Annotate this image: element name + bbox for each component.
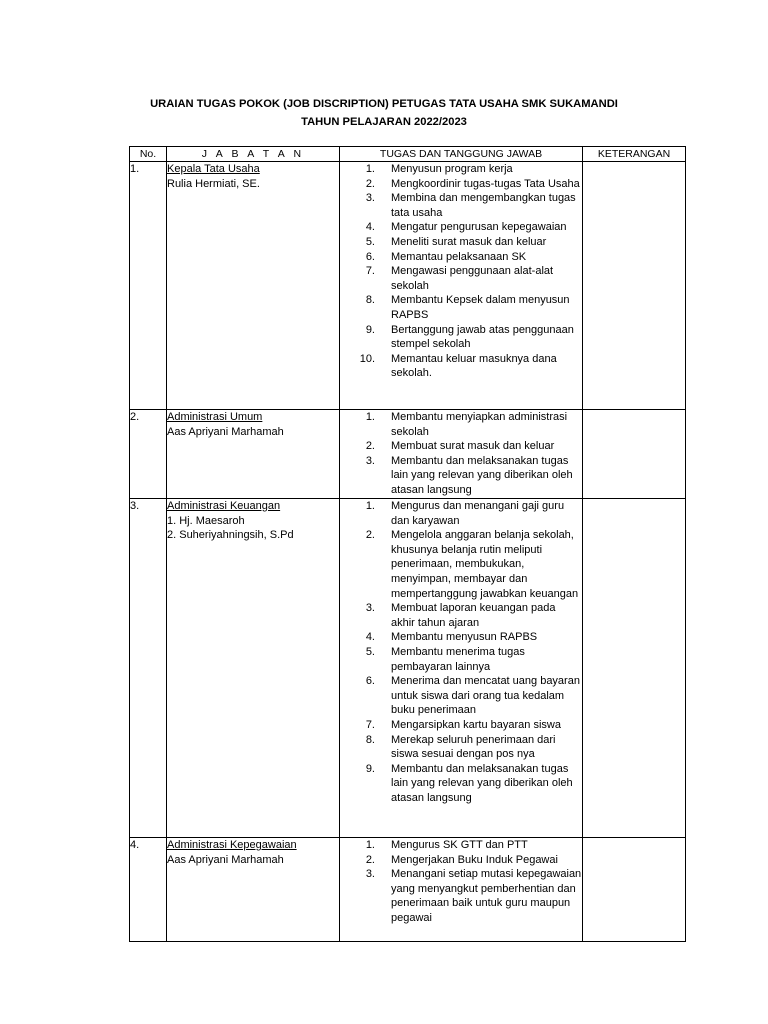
task-text: Membuat laporan keuangan pada akhir tahun ajaran (391, 602, 556, 629)
row-number: 1. (130, 162, 167, 410)
task-list (340, 838, 582, 926)
task-text: Meneliti surat masuk dan keluar (391, 235, 547, 248)
task-text: Mengerjakan Buku Induk Pegawai (391, 853, 558, 866)
task-text: Mengawasi penggunaan alat-alat sekolah (391, 265, 554, 292)
task-text: Menyusun program kerja (391, 163, 513, 175)
task-number: 1. (365, 500, 375, 512)
task-number: 3. (365, 602, 375, 615)
task-number: 2. (365, 853, 375, 866)
task-text: Memantau keluar masuknya dana sekolah. (391, 352, 557, 380)
staff-name: Aas Apriyani Marhamah (167, 853, 284, 866)
task-item (340, 293, 582, 322)
task-list (340, 410, 582, 498)
task-text: Membantu menyusun RAPBS (391, 631, 538, 644)
task-item (340, 352, 582, 381)
task-number: 8. (365, 733, 375, 746)
task-item (340, 323, 582, 352)
task-text: Membina dan mengembangkan tugas tata usaha (391, 192, 576, 219)
task-number: 8. (365, 294, 375, 307)
task-item (340, 264, 582, 293)
row-number: 3. (130, 499, 167, 838)
task-list (340, 499, 582, 805)
task-item (340, 162, 582, 177)
keterangan-cell (583, 410, 686, 499)
header-tugas: TUGAS DAN TANGGUNG JAWAB (340, 147, 583, 162)
task-item (340, 439, 582, 454)
jabatan-cell (167, 838, 340, 942)
task-text: Merekap seluruh penerimaan dari siswa sesuai dengan pos nya (391, 733, 556, 761)
task-item (340, 220, 582, 235)
task-item (340, 718, 582, 733)
task-number: 2. (365, 529, 375, 542)
task-item (340, 499, 582, 528)
jabatan-cell (167, 410, 340, 499)
task-item (340, 838, 582, 853)
task-number: 2. (365, 440, 375, 453)
task-number: 6. (365, 250, 375, 263)
task-list (340, 162, 582, 381)
task-item (340, 853, 582, 868)
task-number: 4. (365, 221, 375, 234)
table-row (130, 162, 686, 410)
task-text: Mengatur pengurusan kepegawaian (391, 221, 567, 234)
task-text: Membuat surat masuk dan keluar (391, 440, 555, 453)
task-number: 1. (365, 839, 375, 851)
task-number: 3. (365, 192, 375, 205)
task-text: Bertanggung jawab atas penggunaan stempel sekolah (391, 323, 574, 351)
task-item (340, 630, 582, 645)
task-item (340, 674, 582, 718)
table-header-row (130, 147, 686, 162)
task-text: Membantu Kepsek dalam menyusun RAPBS (391, 294, 570, 321)
task-number: 1. (365, 411, 375, 423)
document-title (0, 95, 768, 131)
jabatan-cell (167, 162, 340, 410)
task-text: Mengurus SK GTT dan PTT (391, 839, 528, 851)
task-number: 9. (365, 323, 375, 336)
task-item (340, 454, 582, 498)
tasks-cell (340, 410, 583, 499)
task-item (340, 250, 582, 265)
jabatan-title: Administrasi Kepegawaian (167, 839, 297, 851)
task-item (340, 177, 582, 192)
task-text: Menerima dan mencatat uang bayaran untuk siswa dari orang tua kedalam buku penerimaan (391, 675, 580, 717)
task-item (340, 645, 582, 674)
task-item (340, 191, 582, 220)
keterangan-cell (583, 162, 686, 410)
title-line-1: URAIAN TUGAS POKOK (JOB DISCRIPTION) PETUGAS TATA USAHA SMK SUKAMANDI (150, 98, 618, 110)
task-number: 5. (365, 645, 375, 658)
header-no: No. (130, 147, 167, 162)
task-text: Mengurus dan menangani gaji guru dan karyawan (391, 500, 565, 527)
task-number: 7. (365, 718, 375, 731)
task-text: Membantu menyiapkan administrasi sekolah (391, 411, 568, 438)
jabatan-title: Administrasi Keuangan (167, 500, 281, 512)
tasks-cell (340, 162, 583, 410)
task-text: Membantu dan melaksanakan tugas lain yang relevan yang diberikan oleh atasan langsung (391, 454, 573, 496)
task-item (340, 601, 582, 630)
task-text: Membantu menerima tugas pembayaran lainnya (391, 645, 525, 673)
task-text: Memantau pelaksanaan SK (391, 250, 527, 263)
task-number: 2. (365, 177, 375, 190)
staff-name: Rulia Hermiati, SE. (167, 177, 260, 190)
task-number: 3. (365, 454, 375, 467)
jabatan-title: Administrasi Umum (167, 411, 263, 423)
task-number: 10. (359, 352, 375, 365)
tasks-cell (340, 838, 583, 942)
table-row (130, 410, 686, 499)
staff-name: 2. Suheriyahningsih, S.Pd (167, 529, 294, 542)
task-number: 3. (365, 868, 375, 881)
table-row (130, 838, 686, 942)
staff-name: Aas Apriyani Marhamah (167, 425, 284, 438)
task-number: 7. (365, 265, 375, 278)
keterangan-cell (583, 838, 686, 942)
task-item (340, 762, 582, 806)
task-item (340, 528, 582, 601)
task-text: Mengarsipkan kartu bayaran siswa (391, 718, 561, 731)
task-item (340, 410, 582, 439)
task-text: Mengkoordinir tugas-tugas Tata Usaha (391, 177, 580, 190)
task-item (340, 235, 582, 250)
keterangan-cell (583, 499, 686, 838)
task-text: Mengelola anggaran belanja sekolah, khusunya belanja rutin meliputi penerimaan, membukukan, menyimpan, membayar dan mempertanggung jawabkan keuangan (391, 529, 579, 600)
task-item (340, 867, 582, 925)
table-row (130, 499, 686, 838)
title-line-2: TAHUN PELAJARAN 2022/2023 (301, 116, 467, 128)
header-keterangan: KETERANGAN (583, 147, 686, 162)
job-description-table (129, 146, 686, 942)
row-number: 4. (130, 838, 167, 942)
task-number: 6. (365, 675, 375, 688)
header-jabatan: J A B A T A N (167, 147, 340, 162)
tasks-cell (340, 499, 583, 838)
task-number: 4. (365, 631, 375, 644)
task-text: Membantu dan melaksanakan tugas lain yang relevan yang diberikan oleh atasan langsung (391, 762, 573, 804)
task-number: 9. (365, 762, 375, 775)
task-number: 5. (365, 235, 375, 248)
row-number: 2. (130, 410, 167, 499)
jabatan-title: Kepala Tata Usaha (167, 163, 260, 175)
jabatan-cell (167, 499, 340, 838)
task-item (340, 733, 582, 762)
staff-name: 1. Hj. Maesaroh (167, 514, 245, 527)
task-text: Menangani setiap mutasi kepegawaian yang menyangkut pemberhentian dan penerimaan baik untuk guru maupun pegawai (391, 868, 582, 924)
task-number: 1. (365, 163, 375, 175)
